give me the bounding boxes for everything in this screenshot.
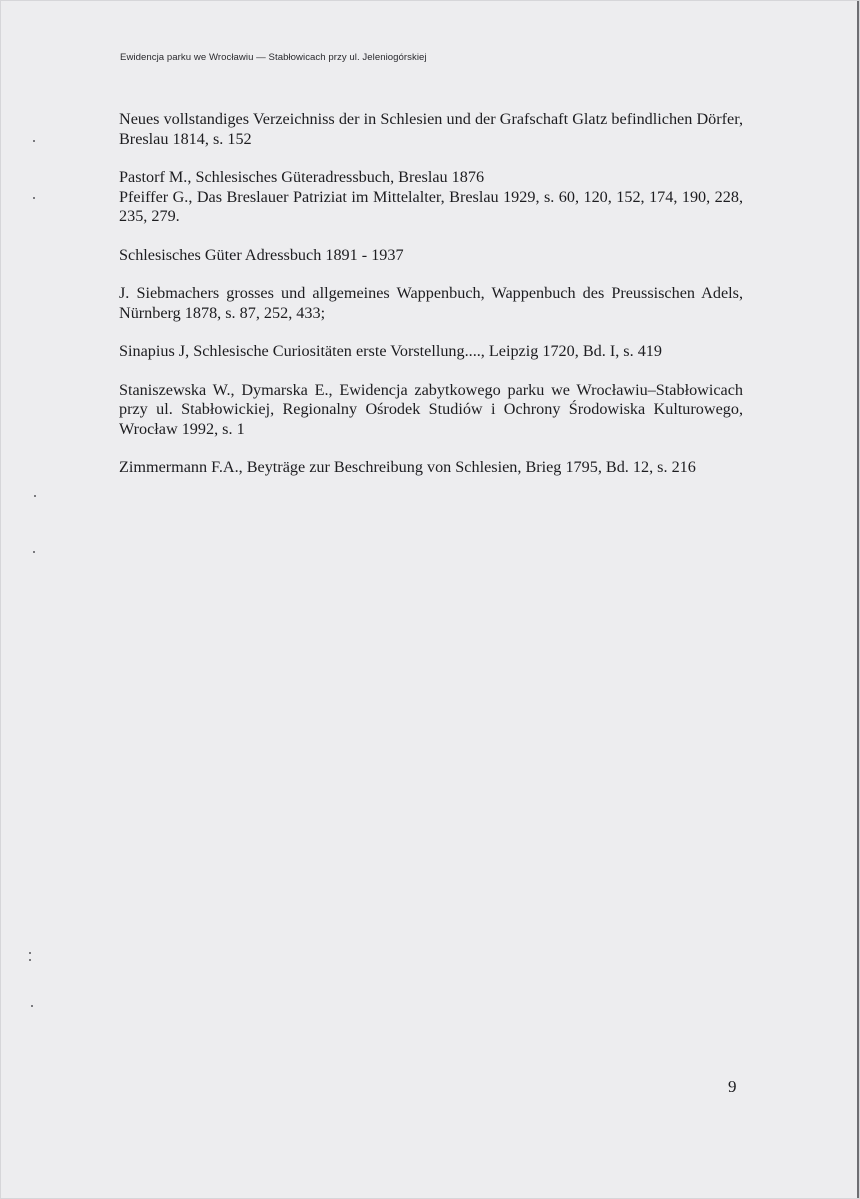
bibliography-entry: Neues vollstandiges Verzeichniss der in Schlesien und der Grafschaft Glatz befindlichen Dörfer, Breslau 1814, s. 152 — [119, 110, 743, 148]
bibliography-entry: Sinapius J, Schlesische Curiositäten erste Vorstellung...., Leipzig 1720, Bd. I, s. 419 — [119, 342, 662, 360]
bibliography-list — [119, 110, 743, 478]
scan-speck — [29, 952, 31, 954]
scan-speck — [29, 959, 31, 961]
scan-speck — [33, 197, 35, 199]
scan-speck — [31, 1005, 33, 1007]
scan-speck — [34, 495, 36, 497]
bibliography-entry: Pfeiffer G., Das Breslauer Patriziat im Mittelalter, Breslau 1929, s. 60, 120, 152, 174, 190, 228, 235, 279. — [119, 187, 743, 225]
bibliography-entry: Schlesisches Güter Adressbuch 1891 - 1937 — [119, 245, 404, 264]
scan-speck — [33, 551, 35, 553]
bibliography-entry: Zimmermann F.A., Beyträge zur Beschreibung von Schlesien, Brieg 1795, Bd. 12, s. 216 — [119, 458, 696, 476]
scan-speck — [33, 140, 35, 142]
bibliography-entry: Staniszewska W., Dymarska E., Ewidencja zabytkowego parku we Wrocławiu–Stabłowicach przy ul. Stabłowickiej, Regionalny Ośrodek Studiów i Ochrony Środowiska Kulturowego, Wrocław 1992, s. 1 — [119, 380, 743, 438]
page-number: 9 — [728, 1077, 737, 1096]
bibliography-entry: J. Siebmachers grosses und allgemeines Wappenbuch, Wappenbuch des Preussischen Adels, Nürnberg 1878, s. 87, 252, 433; — [119, 284, 743, 322]
bibliography-entry: Pastorf M., Schlesisches Güteradressbuch, Breslau 1876 — [119, 168, 485, 186]
running-header: Ewidencja parku we Wrocławiu — Stabłowicach przy ul. Jeleniogórskiej — [120, 52, 427, 63]
